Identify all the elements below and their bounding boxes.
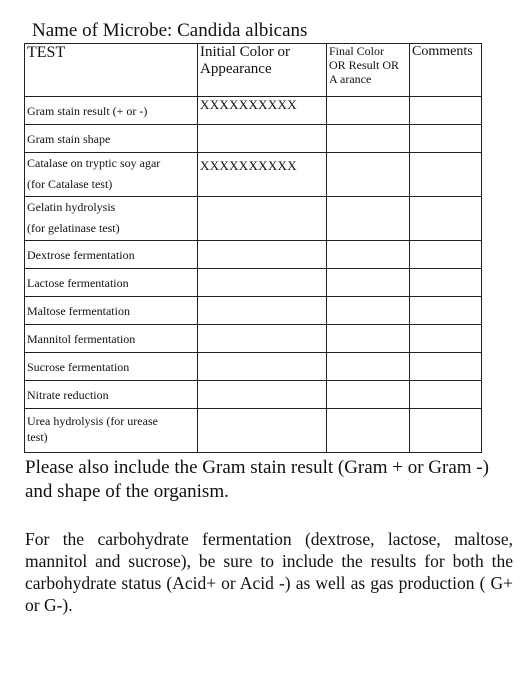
comments-cell[interactable]: [410, 97, 482, 125]
header-comments: Comments: [410, 44, 482, 97]
header-row: [25, 44, 482, 97]
comments-cell[interactable]: [410, 409, 482, 453]
initial-cell[interactable]: [198, 197, 327, 241]
comments-cell[interactable]: [410, 153, 482, 197]
test-name-line1: Gelatin hydrolysis: [27, 200, 116, 214]
final-cell[interactable]: [327, 409, 410, 453]
test-name-line1: Urea hydrolysis (for urease: [27, 414, 158, 428]
test-name: [25, 153, 198, 197]
initial-cell[interactable]: [198, 409, 327, 453]
test-name: Lactose fermentation: [25, 269, 198, 297]
header-initial: [198, 44, 327, 97]
initial-cell[interactable]: [198, 353, 327, 381]
table-row: [25, 353, 482, 381]
final-cell[interactable]: [327, 125, 410, 153]
test-name: Maltose fermentation: [25, 297, 198, 325]
initial-cell[interactable]: [198, 381, 327, 409]
test-name: [25, 197, 198, 241]
table-row: [25, 153, 482, 197]
header-final-line3: A arance: [329, 72, 372, 86]
header-final: [327, 44, 410, 97]
test-name: Dextrose fermentation: [25, 241, 198, 269]
test-name-line2: (for Catalase test): [27, 177, 113, 191]
comments-cell[interactable]: [410, 325, 482, 353]
table-row: [25, 97, 482, 125]
header-initial-line1: Initial Color or: [200, 44, 290, 60]
table-row: [25, 409, 482, 453]
test-results-table: [24, 43, 482, 453]
comments-cell[interactable]: [410, 297, 482, 325]
test-name: Sucrose fermentation: [25, 353, 198, 381]
final-cell[interactable]: [327, 297, 410, 325]
comments-cell[interactable]: [410, 269, 482, 297]
test-name-line2: test): [27, 430, 48, 444]
table-row: [25, 125, 482, 153]
fermentation-instruction: For the carbohydrate fermentation (dextrose, lactose, maltose, mannitol and sucrose), be sure to include the results for both the carbohydrate status (Acid+ or Acid -) as well as gas production ( G+ or G-).: [25, 529, 513, 615]
final-cell[interactable]: [327, 153, 410, 197]
final-cell[interactable]: [327, 381, 410, 409]
final-cell[interactable]: [327, 269, 410, 297]
final-cell[interactable]: [327, 325, 410, 353]
test-name: Nitrate reduction: [25, 381, 198, 409]
table-row: [25, 297, 482, 325]
final-cell[interactable]: [327, 197, 410, 241]
initial-cell[interactable]: [198, 297, 327, 325]
final-cell[interactable]: [327, 353, 410, 381]
comments-cell[interactable]: [410, 381, 482, 409]
comments-cell[interactable]: [410, 353, 482, 381]
comments-cell[interactable]: [410, 241, 482, 269]
header-test: TEST: [25, 44, 198, 97]
initial-cell[interactable]: [198, 269, 327, 297]
test-name: [25, 409, 198, 453]
gram-stain-instruction: Please also include the Gram stain result (Gram + or Gram -) and shape of the organism.: [25, 457, 489, 502]
test-name: Mannitol fermentation: [25, 325, 198, 353]
comments-cell[interactable]: [410, 197, 482, 241]
test-name: Gram stain shape: [25, 125, 198, 153]
table-row: [25, 269, 482, 297]
test-name-line1: Catalase on tryptic soy agar: [27, 156, 161, 170]
initial-cell[interactable]: [198, 125, 327, 153]
initial-cell[interactable]: [198, 325, 327, 353]
table-row: [25, 241, 482, 269]
test-name: Gram stain result (+ or -): [25, 97, 198, 125]
test-name-line2: (for gelatinase test): [27, 221, 120, 235]
header-final-line2: OR Result OR: [329, 58, 400, 72]
table-row: [25, 197, 482, 241]
table-row: [25, 381, 482, 409]
initial-cell[interactable]: [198, 241, 327, 269]
final-cell[interactable]: [327, 241, 410, 269]
table-row: [25, 325, 482, 353]
initial-cell[interactable]: XXXXXXXXXX: [198, 97, 327, 125]
header-initial-line2: Appearance: [200, 61, 272, 77]
header-final-line1: Final Color: [329, 44, 385, 58]
final-cell[interactable]: [327, 97, 410, 125]
initial-cell[interactable]: XXXXXXXXXX: [198, 153, 327, 197]
comments-cell[interactable]: [410, 125, 482, 153]
microbe-title: Name of Microbe: Candida albicans: [32, 20, 308, 41]
